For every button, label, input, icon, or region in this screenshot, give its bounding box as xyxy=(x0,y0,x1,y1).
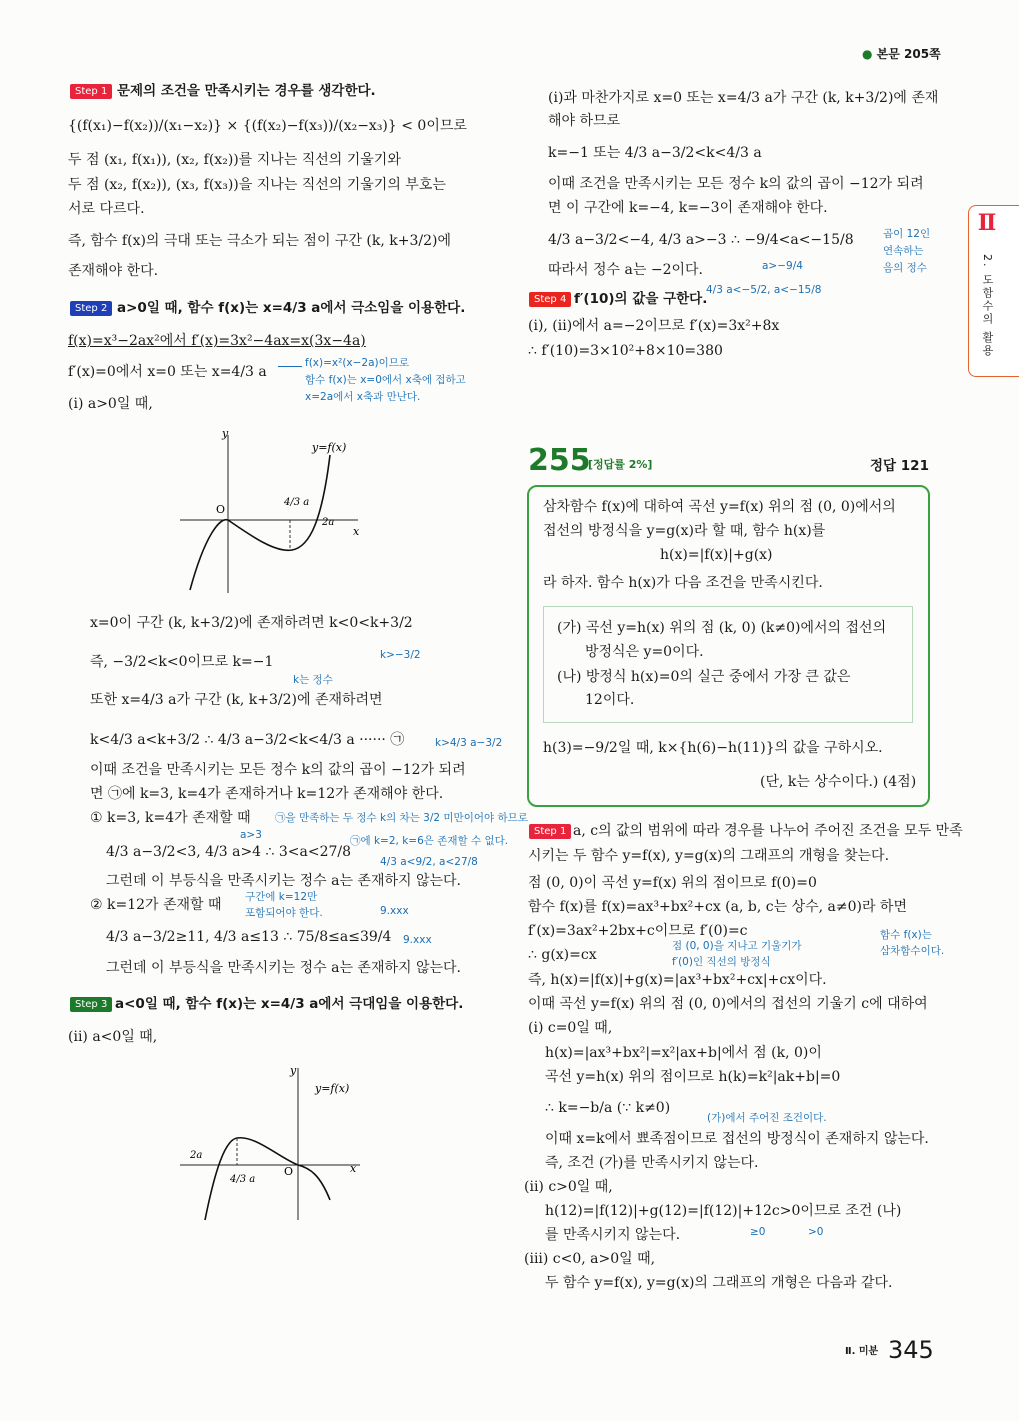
text-line: f′(x)=3ax²+2bx+c이므로 f′(0)=c xyxy=(528,923,748,939)
root-label: 2a xyxy=(322,517,335,528)
annotation: ≥0 xyxy=(750,1226,766,1238)
text-line: 시키는 두 함수 y=f(x), y=g(x)의 그래프의 개형을 찾는다. xyxy=(528,848,890,864)
text-line: ∴ f′(10)=3×10²+8×10=380 xyxy=(528,343,723,359)
correct-rate: [정답률 2%] xyxy=(588,458,653,471)
text-line: 두 점 (x₂, f(x₂)), (x₃, f(x₃))을 지나는 직선의 기울기의 부호는 xyxy=(68,177,446,193)
annotation: k>4/3 a−3/2 xyxy=(435,737,503,749)
origin-label: O xyxy=(216,503,226,516)
annotation: f′(0)인 직선의 방정식 xyxy=(672,956,771,968)
step3-badge: Step 3 xyxy=(70,997,112,1012)
text-line: 곡선 y=h(x) 위의 점이므로 h(k)=k²|ak+b|=0 xyxy=(545,1069,841,1085)
text-line: (i)과 마찬가지로 x=0 또는 x=4/3 a가 구간 (k, k+3/2)에 존재 xyxy=(548,90,939,106)
x-axis-label: x xyxy=(353,525,360,538)
text-line: 4/3 a−3/2≥11, 4/3 a≤13 ∴ 75/8≤a≤39/4 xyxy=(106,929,392,945)
text-line: 이때 곡선 y=f(x) 위의 점 (0, 0)에서의 접선의 기울기 c에 대하여 xyxy=(528,996,928,1012)
text-line: 4/3 a−3/2<3, 4/3 a>4 ∴ 3<a<27/8 xyxy=(106,844,352,860)
chapter-number: Ⅱ xyxy=(977,210,997,236)
annotation: 연속하는 xyxy=(883,245,924,257)
text-line: h(x)=|ax³+bx²|=x²|ax+b|에서 점 (k, 0)이 xyxy=(545,1045,822,1061)
text-line: f′(x)=0에서 x=0 또는 x=4/3 a xyxy=(68,364,267,380)
text-line: 그런데 이 부등식을 만족시키는 정수 a는 존재하지 않는다. xyxy=(106,873,461,889)
text-line: 즉, h(x)=|f(x)|+g(x)=|ax³+bx²+cx|+cx이다. xyxy=(528,972,827,988)
step4-badge: Step 4 xyxy=(529,292,571,307)
text-line: 두 함수 y=f(x), y=g(x)의 그래프의 개형은 다음과 같다. xyxy=(545,1275,893,1291)
text-line: x=0이 구간 (k, k+3/2)에 존재하려면 k<0<k+3/2 xyxy=(90,615,413,631)
text-line: 또한 x=4/3 a가 구간 (k, k+3/2)에 존재하려면 xyxy=(90,692,383,708)
page-number: 345 xyxy=(888,1336,934,1364)
text-line: 해야 하므로 xyxy=(548,113,621,129)
annotation: f(x)=x²(x−2a)이므로 xyxy=(305,357,410,369)
reference-label: 본문 205쪽 xyxy=(876,47,941,61)
condition-line: (나) 방정식 h(x)=0의 실근 중에서 가장 큰 값은 xyxy=(557,669,851,685)
root-label: 2a xyxy=(190,1150,203,1161)
text-line: 면 이 구간에 k=−4, k=−3이 존재해야 한다. xyxy=(548,200,828,216)
annotation: 함수 f(x)는 x=0에서 x축에 접하고 xyxy=(305,374,466,386)
annotation: 4/3 a<9/2, a<27/8 xyxy=(380,856,478,868)
annotation: 포함되어야 한다. xyxy=(245,907,323,919)
text-line: {(f(x₁)−f(x₂))/(x₁−x₂)} × {(f(x₂)−f(x₃))/(x₂−x₃)} < 0이므로 xyxy=(68,118,467,134)
text-line: 즉, 함수 f(x)의 극대 또는 극소가 되는 점이 구간 (k, k+3/2)에 xyxy=(68,233,451,249)
annotation: 9.xxx xyxy=(403,934,432,946)
cubic-curve xyxy=(190,455,330,590)
text-line: 점 (0, 0)이 곡선 y=f(x) 위의 점이므로 f(0)=0 xyxy=(528,875,817,891)
solution-step1-badge: Step 1 xyxy=(529,824,571,839)
step4-title: f′(10)의 값을 구한다. xyxy=(574,291,708,307)
point-label: 4/3 a xyxy=(284,497,310,508)
annotation: 점 (0, 0)을 지나고 기울기가 xyxy=(672,940,802,952)
y-axis-label: y xyxy=(222,427,229,440)
section-title: 2. 도함수의 활용 xyxy=(981,254,994,358)
text-line: ∴ k=−b/a (∵ k≠0) xyxy=(545,1100,671,1116)
text-line: 존재해야 한다. xyxy=(68,263,159,279)
annotation: 구간에 k=12만 xyxy=(245,891,318,903)
page-reference xyxy=(862,45,941,63)
problem-number: 255 xyxy=(528,443,591,478)
curve-label: y=f(x) xyxy=(315,1082,350,1095)
annotation: ㉠을 만족하는 두 정수 k의 차는 3/2 미만이어야 하므로 xyxy=(275,812,528,824)
annotation: a>−9/4 xyxy=(762,260,803,272)
problem-line: 접선의 방정식을 y=g(x)라 할 때, 함수 h(x)를 xyxy=(543,523,826,539)
problem-line: h(x)=|f(x)|+g(x) xyxy=(660,547,773,563)
text-line: ∴ g(x)=cx xyxy=(528,947,597,963)
text-line: (i) a>0일 때, xyxy=(68,396,153,412)
annotation: a>3 xyxy=(240,829,262,841)
annotation: k는 정수 xyxy=(293,674,333,686)
text-line: 면 ㉠에 k=3, k=4가 존재하거나 k=12가 존재해야 한다. xyxy=(90,786,444,802)
footer-chapter: Ⅱ. 미분 xyxy=(845,1346,879,1357)
annotation: 9.xxx xyxy=(380,905,409,917)
problem-line: 삼차함수 f(x)에 대하여 곡선 y=f(x) 위의 점 (0, 0)에서의 xyxy=(543,499,896,515)
arrow-connector xyxy=(278,366,302,368)
annotation: k>−3/2 xyxy=(380,649,421,661)
text-line: h(12)=|f(12)|+g(12)=|f(12)|+12c>0이므로 조건 (나) xyxy=(545,1203,902,1219)
solution-step1-title: a, c의 값의 범위에 따라 경우를 나누어 주어진 조건을 모두 만족 xyxy=(573,823,963,839)
text-line: 이때 조건을 만족시키는 모든 정수 k의 값의 곱이 −12가 되려 xyxy=(90,762,466,778)
step3-title: a<0일 때, 함수 f(x)는 x=4/3 a에서 극대임을 이용한다. xyxy=(115,996,464,1012)
annotation: 음의 정수 xyxy=(883,262,927,274)
annotation: (가)에서 주어진 조건이다. xyxy=(707,1112,827,1124)
step2-badge: Step 2 xyxy=(70,301,112,316)
circle-icon: ● xyxy=(862,47,873,61)
problem-line: (단, k는 상수이다.) (4점) xyxy=(760,774,917,790)
text-line: 함수 f(x)를 f(x)=ax³+bx²+cx (a, b, c는 상수, a≠0)라 하면 xyxy=(528,899,907,915)
text-line: 두 점 (x₁, f(x₁)), (x₂, f(x₂))를 지나는 직선의 기울기와 xyxy=(68,152,401,168)
text-line: 서로 다르다. xyxy=(68,201,145,217)
problem-line: h(3)=−9/2일 때, k×{h(6)−h(11)}의 값을 구하시오. xyxy=(543,740,883,756)
text-line: (ii) a<0일 때, xyxy=(68,1029,158,1045)
answer-label: 정답 121 xyxy=(870,458,929,474)
text-line: 그런데 이 부등식을 만족시키는 정수 a는 존재하지 않는다. xyxy=(106,960,461,976)
text-line: (i) c=0일 때, xyxy=(528,1020,613,1036)
step1-badge: Step 1 xyxy=(70,84,112,99)
annotation: 삼차함수이다. xyxy=(880,945,945,957)
step2-title: a>0일 때, 함수 f(x)는 x=4/3 a에서 극소임을 이용한다. xyxy=(117,300,466,316)
point-label: 4/3 a xyxy=(230,1174,256,1185)
cubic-curve xyxy=(205,1138,330,1220)
text-line: 이때 조건을 만족시키는 모든 정수 k의 값의 곱이 −12가 되려 xyxy=(548,176,924,192)
annotation: ㉠에 k=2, k=6은 존재할 수 없다. xyxy=(350,835,509,847)
condition-line: 12이다. xyxy=(585,692,635,708)
graph-a-positive xyxy=(180,425,380,595)
text-line: (ii) c>0일 때, xyxy=(524,1179,613,1195)
text-line: 따라서 정수 a는 −2이다. xyxy=(548,262,703,278)
annotation: 4/3 a<−5/2, a<−15/8 xyxy=(706,284,822,296)
text-line: ① k=3, k=4가 존재할 때 xyxy=(90,810,251,826)
text-line: (iii) c<0, a>0일 때, xyxy=(524,1251,656,1267)
annotation: >0 xyxy=(808,1226,824,1238)
text-line: k<4/3 a<k+3/2 ∴ 4/3 a−3/2<k<4/3 a ······ ㉠ xyxy=(90,732,405,748)
text-line: 이때 x=k에서 뾰족점이므로 접선의 방정식이 존재하지 않는다. xyxy=(545,1131,929,1147)
text-line: f(x)=x³−2ax²에서 f′(x)=3x²−4ax=x(3x−4a) xyxy=(68,333,366,349)
x-axis-label: x xyxy=(350,1162,357,1175)
condition-line: (가) 곡선 y=h(x) 위의 점 (k, 0) (k≠0)에서의 접선의 xyxy=(557,620,887,636)
graph-a-negative xyxy=(180,1060,380,1225)
origin-label: O xyxy=(284,1165,294,1178)
text-line: 를 만족시키지 않는다. xyxy=(545,1227,681,1243)
text-line: 즉, −3/2<k<0이므로 k=−1 xyxy=(90,654,274,670)
annotation: 함수 f(x)는 xyxy=(880,929,932,941)
annotation: 곱이 12인 xyxy=(883,228,931,240)
curve-label: y=f(x) xyxy=(312,441,347,454)
chapter-tab[interactable] xyxy=(968,205,1019,377)
text-line: (i), (ii)에서 a=−2이므로 f′(x)=3x²+8x xyxy=(528,318,780,334)
text-line: k=−1 또는 4/3 a−3/2<k<4/3 a xyxy=(548,145,762,161)
text-line: 4/3 a−3/2<−4, 4/3 a>−3 ∴ −9/4<a<−15/8 xyxy=(548,232,854,248)
y-axis-label: y xyxy=(290,1064,297,1077)
text-line: ② k=12가 존재할 때 xyxy=(90,897,222,913)
text-line: 즉, 조건 (가)를 만족시키지 않는다. xyxy=(545,1155,759,1171)
problem-line: 라 하자. 함수 h(x)가 다음 조건을 만족시킨다. xyxy=(543,575,823,591)
step1-title: 문제의 조건을 만족시키는 경우를 생각한다. xyxy=(117,83,376,99)
annotation: x=2a에서 x축과 만난다. xyxy=(305,391,421,403)
condition-line: 방정식은 y=0이다. xyxy=(585,644,704,660)
